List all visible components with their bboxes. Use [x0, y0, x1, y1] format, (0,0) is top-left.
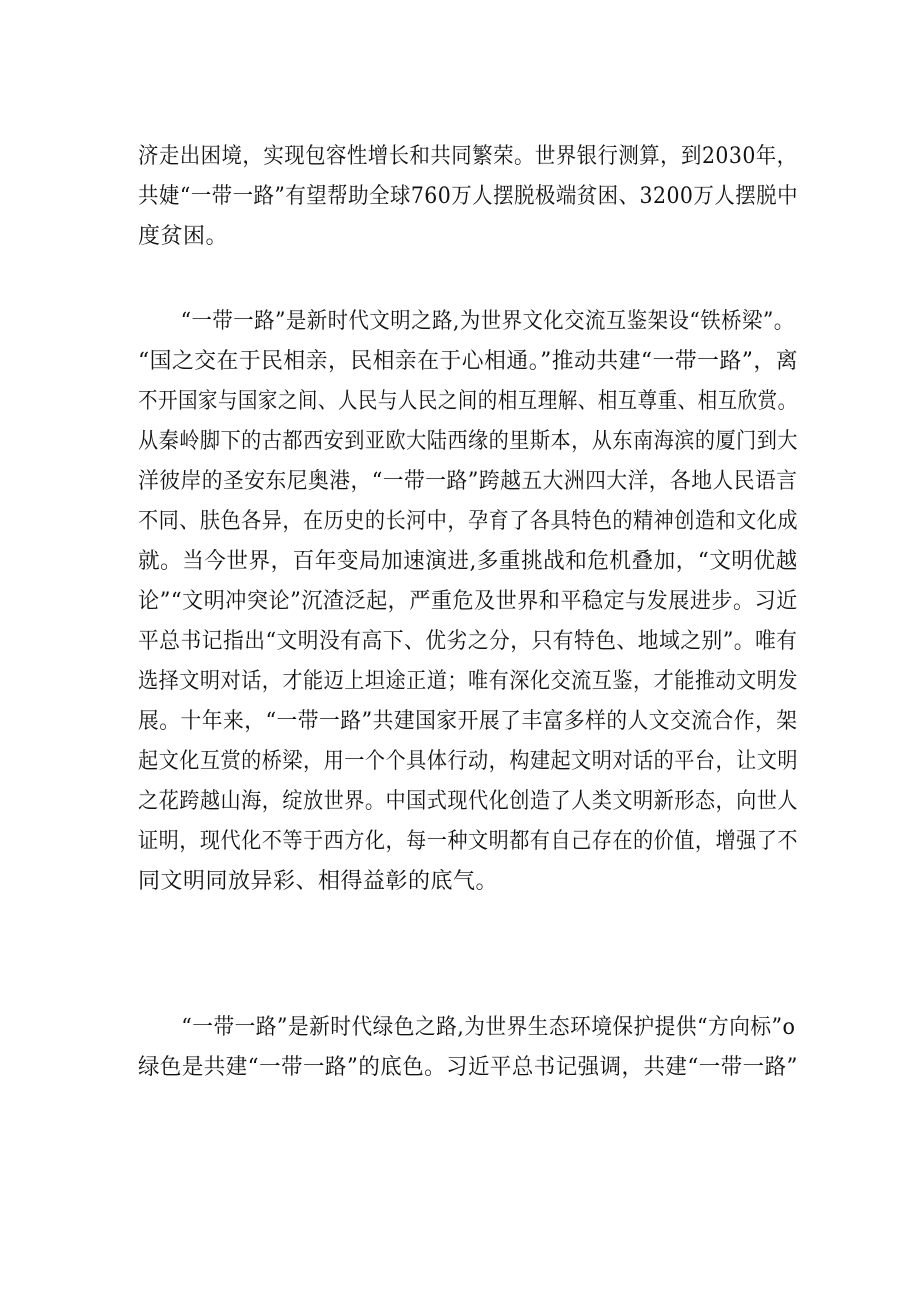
text-line: “国之交在于民相亲，民相亲在于心相通。”推动共建“一带一路”，离	[138, 349, 799, 374]
text-line: “一带一路”是新时代绿色之路,为世界生态环境保护提供“方向标”o	[181, 1015, 796, 1040]
paragraph-3	[138, 1008, 798, 1088]
text-line: 展。十年来，“一带一路”共建国家开展了丰富多样的人文交流合作，架	[138, 709, 798, 734]
paragraph-2	[138, 302, 798, 902]
text-line: 选择文明对话，才能迈上坦途正道；唯有深化交流互鉴，才能推动文明发	[138, 669, 799, 694]
text-line: “一带一路”是新时代文明之路,为世界文化交流互鉴架设“铁桥梁”。	[180, 309, 795, 334]
text-line: 论”“文明冲突论”沉渣泛起，严重危及世界和平稳定与发展进步。习近	[138, 589, 798, 614]
text-line: 起文化互赏的桥梁，用一个个具体行动，构建起文明对话的平台，让文明	[138, 749, 799, 774]
text-line: 绿色是共建“一带一路”的底色。习近平总书记强调，共建“一带一路”	[138, 1055, 799, 1080]
text-line: 之花跨越山海，绽放世界。中国式现代化创造了人类文明新形态，向世人	[138, 789, 799, 814]
text-line: 不同、肤色各异，在历史的长河中，孕育了各具特色的精神创造和文化成	[138, 509, 799, 534]
text-line: 共婕“一带一路”有望帮助全球760万人摆脱极端贫困、3200万人摆脱中	[138, 184, 799, 209]
paragraph-1	[138, 137, 798, 257]
text-line: 洋彼岸的圣安东尼奥港，“一带一路”跨越五大洲四大洋，各地人民语言	[138, 469, 798, 494]
text-line: 平总书记指出“文明没有高下、优劣之分，只有特色、地域之别”。唯有	[138, 629, 798, 654]
text-line: 证明，现代化不等于西方化，每一种文明都有自己存在的价值，增强了不	[138, 829, 799, 854]
text-line: 就。当今世界，百年变局加速演进,多重挑战和危机叠加，“文明优越	[138, 549, 798, 574]
text-line: 同文明同放异彩、相得益彰的底气。	[138, 869, 499, 894]
text-line: 从秦岭脚下的古都西安到亚欧大陆西缘的里斯本，从东南海滨的厦门到大	[138, 429, 799, 454]
text-line: 度贫困。	[138, 224, 229, 249]
text-line: 不开国家与国家之间、人民与人民之间的相互理解、相互尊重、相互欣赏。	[138, 389, 798, 414]
text-line: 济走出困境，实现包容性增长和共同繁荣。世界银行测算，到2030年，	[138, 144, 798, 169]
